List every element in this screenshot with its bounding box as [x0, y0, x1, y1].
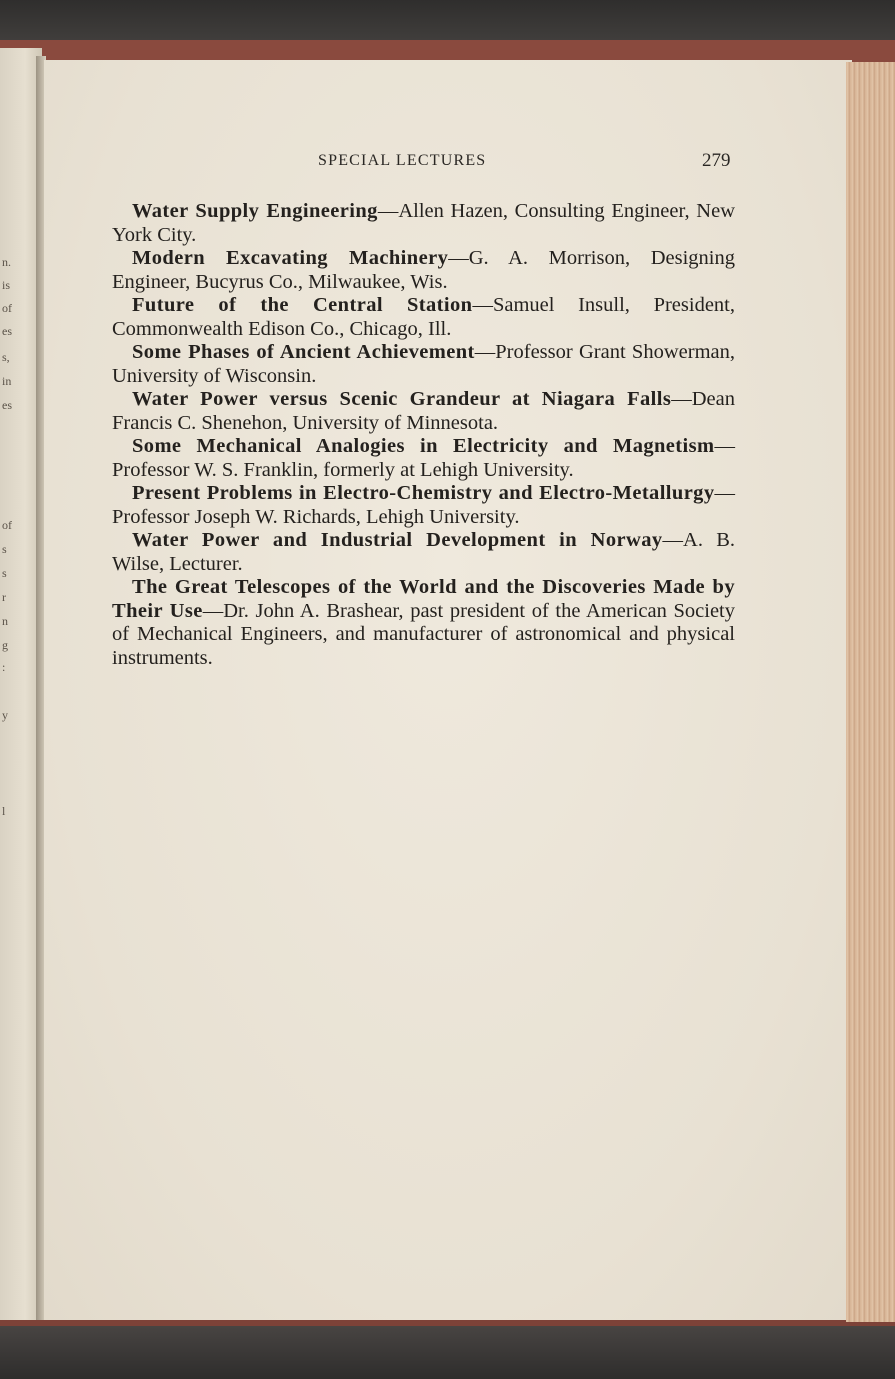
- prev-page-fragment: r: [2, 590, 6, 604]
- lecture-topic: Modern Excavating Machinery: [132, 247, 449, 269]
- lecture-list: [112, 200, 735, 670]
- lecture-entry: [112, 294, 735, 341]
- prev-page-fragment: g: [2, 638, 8, 652]
- lecture-entry: [112, 341, 735, 388]
- lecture-topic: Present Problems in Electro-Chemistry and Electro-Metallurgy: [132, 482, 715, 504]
- lecture-topic: Some Mechanical Analogies in Electricity and Magnetism: [132, 435, 715, 457]
- running-head: [0, 152, 895, 176]
- cover-edge-top: [0, 40, 895, 62]
- lecture-entry: [112, 388, 735, 435]
- lecture-speaker: —Professor W. S. Franklin, formerly at Lehigh University.: [112, 435, 735, 481]
- lecture-entry: [112, 435, 735, 482]
- lecture-topic: Some Phases of Ancient Achievement: [132, 341, 475, 363]
- lecture-entry: [112, 482, 735, 529]
- prev-page-fragment: n.: [2, 255, 11, 269]
- lecture-speaker: —Dean Francis C. Shenehon, University of Minnesota.: [112, 388, 735, 434]
- prev-page-fragment: :: [2, 660, 6, 674]
- lecture-entry: [112, 247, 735, 294]
- lecture-speaker: —G. A. Morrison, Designing Engineer, Bucyrus Co., Milwaukee, Wis.: [112, 247, 735, 293]
- lecture-topic: Future of the Central Station: [132, 294, 473, 316]
- prev-page-fragment: y: [2, 708, 8, 722]
- lecture-speaker: —Samuel Insull, President, Commonwealth Edison Co., Chicago, Ill.: [112, 294, 736, 340]
- prev-page-fragment: es: [2, 398, 12, 412]
- lecture-speaker: —Professor Joseph W. Richards, Lehigh University.: [112, 482, 735, 528]
- lecture-entry: [112, 576, 735, 670]
- lecture-entry: [112, 529, 735, 576]
- prev-page-fragment: of: [2, 301, 12, 315]
- lecture-topic: Water Power versus Scenic Grandeur at Niagara Falls: [132, 388, 672, 410]
- lecture-speaker: —Allen Hazen, Consulting Engineer, New York City.: [112, 200, 735, 246]
- prev-page-fragment: in: [2, 374, 12, 388]
- prev-page-fragment: of: [2, 518, 12, 532]
- lecture-speaker: —A. B. Wilse, Lecturer.: [112, 529, 735, 575]
- background-bottom: [0, 1322, 895, 1379]
- prev-page-fragment: s: [2, 542, 7, 556]
- lecture-topic: Water Power and Industrial Development in Norway: [132, 529, 663, 551]
- prev-page-fragment: n: [2, 614, 8, 628]
- page-number: 279: [702, 150, 731, 171]
- running-head-title: SPECIAL LECTURES: [318, 152, 487, 169]
- lecture-entry: [112, 200, 735, 247]
- lecture-topic: Water Supply Engineering: [132, 200, 378, 222]
- prev-page-fragment: es: [2, 324, 12, 338]
- page-block-edges: [846, 62, 895, 1322]
- lecture-speaker: —Dr. John A. Brashear, past president of the American Society of Mechanical Engineers, and manufacturer of astronomical and physical instruments.: [112, 599, 735, 669]
- lecture-topic: The Great Telescopes of the World and the Discoveries Made by Their Use: [112, 576, 735, 622]
- prev-page-fragment: s: [2, 566, 7, 580]
- prev-page-fragment: l: [2, 804, 6, 818]
- prev-page-fragment: s,: [2, 350, 10, 364]
- lecture-speaker: —Professor Grant Showerman, University of Wisconsin.: [112, 341, 735, 387]
- prev-page-fragment: is: [2, 278, 11, 292]
